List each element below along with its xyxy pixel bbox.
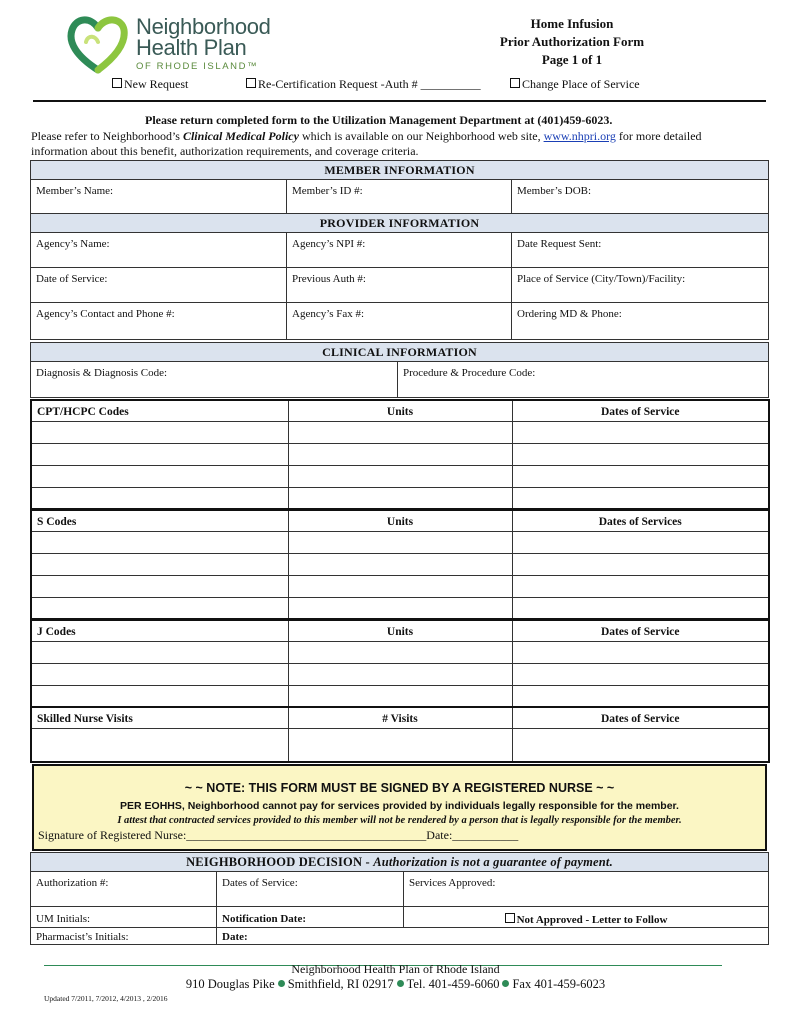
nurse-visits-header: Skilled Nurse Visits <box>31 707 288 728</box>
authorization-number-field[interactable]: Authorization #: <box>31 872 217 907</box>
member-id-field[interactable]: Member’s ID #: <box>287 180 512 214</box>
s-units-cell[interactable] <box>288 531 512 553</box>
cpt-dates-cell[interactable] <box>512 487 769 509</box>
visits-dates-cell[interactable] <box>512 728 769 762</box>
return-instruction-text: Please return completed form to the Utilization Management Department at (401)459-6023. <box>145 113 613 127</box>
member-section-header: MEMBER INFORMATION <box>31 161 769 180</box>
form-title-line1: Home Infusion <box>530 16 614 31</box>
date-request-sent-field[interactable]: Date Request Sent: <box>512 233 769 268</box>
s-units-header: Units <box>288 510 512 531</box>
s-dates-header: Dates of Services <box>512 510 769 531</box>
bullet-icon <box>397 980 404 987</box>
j-codes-header: J Codes <box>31 620 288 641</box>
footer-fax: Fax 401-459-6023 <box>512 977 606 991</box>
j-dates-cell[interactable] <box>512 663 769 685</box>
refer-text-c: for more detailed <box>615 129 702 143</box>
not-approved-checkbox[interactable] <box>505 913 515 923</box>
j-units-cell[interactable] <box>288 663 512 685</box>
decision-title: NEIGHBORHOOD DECISION - <box>186 854 374 869</box>
refer-instruction-line2: information about this benefit, authorization requirements, and coverage criteria. <box>31 144 419 158</box>
diagnosis-field[interactable]: Diagnosis & Diagnosis Code: <box>31 362 398 398</box>
not-approved-option[interactable] <box>404 907 769 928</box>
cpt-codes-header: CPT/HCPC Codes <box>31 400 288 421</box>
visits-dates-header: Dates of Service <box>512 707 769 728</box>
heart-logo-icon <box>66 12 130 74</box>
s-dates-cell[interactable] <box>512 553 769 575</box>
form-title-line2: Prior Authorization Form <box>499 34 645 49</box>
s-code-cell[interactable] <box>31 553 288 575</box>
visits-count-cell[interactable] <box>288 728 512 762</box>
nurse-signature-field[interactable]: Signature of Registered Nurse:________________________________________Date:___________ <box>38 828 519 842</box>
cpt-code-cell[interactable] <box>31 421 288 443</box>
s-units-cell[interactable] <box>288 597 512 619</box>
nhp-logo <box>66 10 316 76</box>
j-units-cell[interactable] <box>288 641 512 663</box>
provider-section-header: PROVIDER INFORMATION <box>31 214 769 233</box>
s-codes-table <box>30 509 770 620</box>
cpt-units-cell[interactable] <box>288 443 512 465</box>
s-code-cell[interactable] <box>31 597 288 619</box>
member-name-field[interactable]: Member’s Name: <box>31 180 287 214</box>
cpt-codes-table <box>30 399 770 510</box>
cpt-code-cell[interactable] <box>31 443 288 465</box>
s-code-cell[interactable] <box>31 531 288 553</box>
s-dates-cell[interactable] <box>512 597 769 619</box>
cpt-dates-cell[interactable] <box>512 443 769 465</box>
cpt-code-cell[interactable] <box>31 487 288 509</box>
procedure-field[interactable]: Procedure & Procedure Code: <box>398 362 769 398</box>
decision-disclaimer: Authorization is not a guarantee of payment. <box>373 854 613 869</box>
refer-text-a: Please refer to Neighborhood’s <box>31 129 183 143</box>
change-place-option[interactable] <box>510 77 640 92</box>
pharmacist-initials-field[interactable]: Pharmacist’s Initials: <box>31 928 217 945</box>
change-place-checkbox[interactable] <box>510 78 520 88</box>
j-codes-table <box>30 619 770 708</box>
logo-name-line1: Neighborhood <box>136 14 271 39</box>
visits-count-header: # Visits <box>288 707 512 728</box>
new-request-option[interactable] <box>112 77 188 92</box>
form-page-number: Page 1 of 1 <box>541 52 603 67</box>
cpt-dates-cell[interactable] <box>512 421 769 443</box>
updated-dates: Updated 7/2011, 7/2012, 4/2013 , 2/2016 <box>44 994 168 1003</box>
clinical-section-header: CLINICAL INFORMATION <box>31 343 769 362</box>
footer-org-name: Neighborhood Health Plan of Rhode Island <box>291 962 500 976</box>
cpt-units-cell[interactable] <box>288 421 512 443</box>
decision-section-header <box>31 853 769 872</box>
s-codes-header: S Codes <box>31 510 288 531</box>
nurse-visits-table <box>30 706 770 763</box>
j-code-cell[interactable] <box>31 685 288 707</box>
footer-city: Smithfield, RI 02917 <box>287 977 394 991</box>
decision-date-field[interactable]: Date: <box>217 928 769 945</box>
s-units-cell[interactable] <box>288 553 512 575</box>
um-initials-field[interactable]: UM Initials: <box>31 907 217 928</box>
return-instruction <box>145 113 612 128</box>
header-divider <box>33 100 766 102</box>
not-approved-label: Not Approved - Letter to Follow <box>516 914 668 926</box>
services-approved-field[interactable]: Services Approved: <box>404 872 769 907</box>
refer-text-b: which is available on our Neighborhood web site, <box>298 129 544 143</box>
nurse-signature-box <box>32 764 767 851</box>
j-code-cell[interactable] <box>31 641 288 663</box>
footer-street: 910 Douglas Pike <box>185 977 275 991</box>
j-dates-cell[interactable] <box>512 641 769 663</box>
j-code-cell[interactable] <box>31 663 288 685</box>
s-units-cell[interactable] <box>288 575 512 597</box>
agency-fax-field[interactable]: Agency’s Fax #: <box>287 303 512 340</box>
logo-name-line2: Health Plan <box>136 35 247 60</box>
recert-request-option[interactable] <box>246 77 481 92</box>
nurse-visits-cell[interactable] <box>31 728 288 762</box>
clinical-table <box>30 342 769 398</box>
member-dob-field[interactable]: Member’s DOB: <box>512 180 769 214</box>
place-of-service-field[interactable]: Place of Service (City/Town)/Facility: <box>512 268 769 303</box>
registered-nurse-note: ~ ~ NOTE: THIS FORM MUST BE SIGNED BY A REGISTERED NURSE ~ ~ <box>184 781 615 795</box>
new-request-checkbox[interactable] <box>112 78 122 88</box>
previous-auth-field[interactable]: Previous Auth #: <box>287 268 512 303</box>
j-dates-header: Dates of Service <box>512 620 769 641</box>
clinical-policy-ref: Clinical Medical Policy <box>182 129 299 143</box>
footer-phone: Tel. 401-459-6060 <box>406 977 500 991</box>
ordering-md-field[interactable]: Ordering MD & Phone: <box>512 303 769 340</box>
j-dates-cell[interactable] <box>512 685 769 707</box>
date-of-service-field[interactable]: Date of Service: <box>31 268 287 303</box>
nhpri-website-link[interactable]: www.nhpri.org <box>543 129 616 143</box>
decision-table <box>30 852 769 945</box>
s-dates-cell[interactable] <box>512 575 769 597</box>
agency-npi-field[interactable]: Agency’s NPI #: <box>287 233 512 268</box>
member-provider-table <box>30 160 769 340</box>
notification-date-field[interactable]: Notification Date: <box>217 907 404 928</box>
decision-dates-field[interactable]: Dates of Service: <box>217 872 404 907</box>
j-units-header: Units <box>288 620 512 641</box>
bullet-icon <box>502 980 509 987</box>
cpt-code-cell[interactable] <box>31 465 288 487</box>
cpt-units-cell[interactable] <box>288 465 512 487</box>
eohhs-statement: PER EOHHS, Neighborhood cannot pay for services provided by individuals legally responsible for the member. <box>120 800 679 812</box>
change-place-label: Change Place of Service <box>522 77 640 91</box>
j-units-cell[interactable] <box>288 685 512 707</box>
cpt-dates-cell[interactable] <box>512 465 769 487</box>
recert-request-checkbox[interactable] <box>246 78 256 88</box>
cpt-units-cell[interactable] <box>288 487 512 509</box>
attestation-statement: I attest that contracted services provided to this member will not be rendered by a person that is legally responsible for the member. <box>117 815 682 826</box>
s-dates-cell[interactable] <box>512 531 769 553</box>
footer-address <box>0 977 791 992</box>
recert-request-label: Re-Certification Request -Auth # __________ <box>258 77 481 91</box>
cpt-units-header: Units <box>288 400 512 421</box>
cpt-dates-header: Dates of Service <box>512 400 769 421</box>
new-request-label: New Request <box>124 77 189 91</box>
refer-instruction <box>31 129 702 144</box>
agency-name-field[interactable]: Agency’s Name: <box>31 233 287 268</box>
logo-name-line3: OF RHODE ISLAND™ <box>136 61 259 72</box>
agency-contact-field[interactable]: Agency’s Contact and Phone #: <box>31 303 287 340</box>
s-code-cell[interactable] <box>31 575 288 597</box>
bullet-icon <box>278 980 285 987</box>
